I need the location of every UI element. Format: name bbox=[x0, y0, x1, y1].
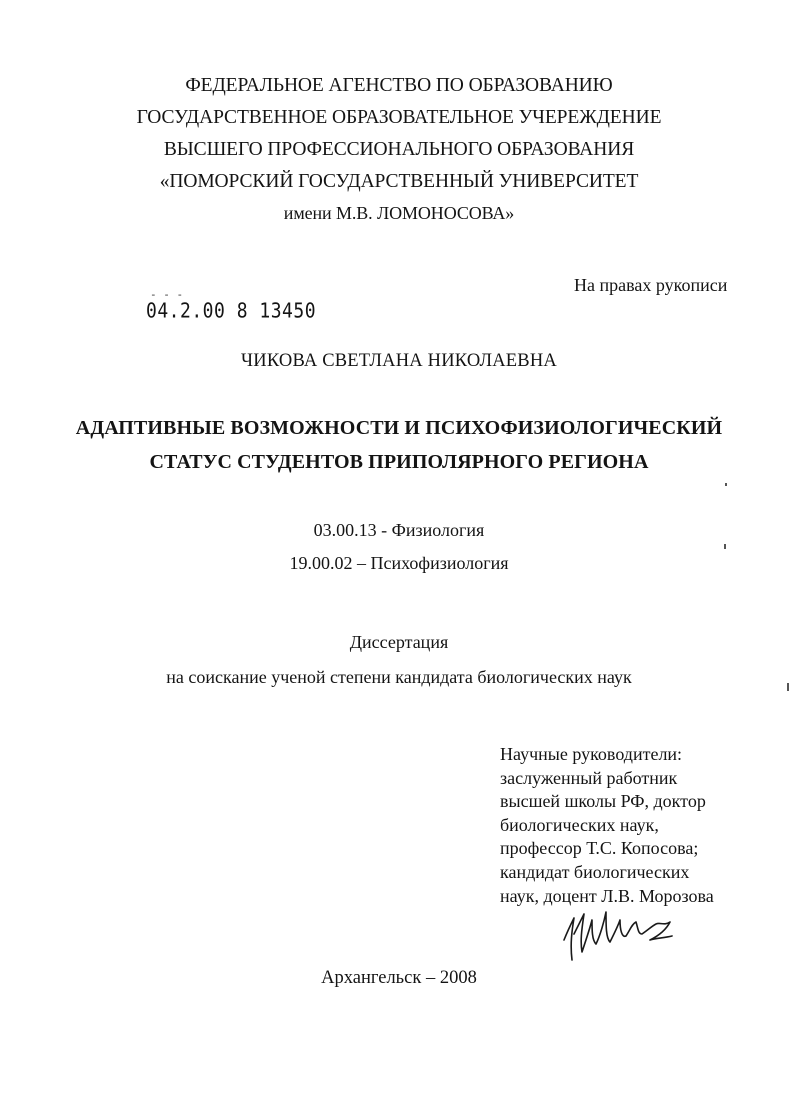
header-agency: ФЕДЕРАЛЬНОЕ АГЕНСТВО ПО ОБРАЗОВАНИЮ bbox=[185, 75, 613, 96]
advisors-line: Научные руководители: bbox=[500, 744, 683, 764]
dissertation-title-line2: СТАТУС СТУДЕНТОВ ПРИПОЛЯРНОГО РЕГИОНА bbox=[149, 451, 649, 473]
document-type: Диссертация bbox=[349, 632, 449, 652]
scan-speck bbox=[724, 544, 726, 549]
advisors-line: высшей школы РФ, доктор bbox=[500, 791, 706, 812]
specialty-psychophysiology: 19.00.02 – Психофизиология bbox=[289, 553, 509, 573]
author-name: ЧИКОВА СВЕТЛАНА НИКОЛАЕВНА bbox=[241, 351, 557, 371]
scan-speck bbox=[725, 483, 727, 486]
city-year: Архангельск – 2008 bbox=[321, 968, 477, 988]
degree-line: на соискание ученой степени кандидата биологических наук bbox=[166, 667, 632, 687]
dissertation-title-line1: АДАПТИВНЫЕ ВОЗМОЖНОСТИ И ПСИХОФИЗИОЛОГИЧЕСКИЙ bbox=[75, 417, 723, 439]
scientific-advisors bbox=[500, 743, 714, 908]
header-institution-type: ГОСУДАРСТВЕННОЕ ОБРАЗОВАТЕЛЬНОЕ УЧЕРЕЖДЕНИЕ bbox=[136, 107, 662, 128]
advisors-line: наук, доцент Л.В. Морозова bbox=[500, 885, 714, 906]
specialty-physiology: 03.00.13 - Физиология bbox=[313, 520, 485, 540]
scan-speck bbox=[787, 683, 789, 691]
handwritten-signature bbox=[558, 900, 678, 966]
header-education-level: ВЫСШЕГО ПРОФЕССИОНАЛЬНОГО ОБРАЗОВАНИЯ bbox=[163, 139, 635, 160]
advisors-line: профессор Т.С. Копосова; bbox=[500, 838, 699, 859]
header-university-honor: имени М.В. ЛОМОНОСОВА» bbox=[283, 203, 515, 223]
advisors-line: кандидат биологических bbox=[500, 861, 690, 882]
header-university-name: «ПОМОРСКИЙ ГОСУДАРСТВЕННЫЙ УНИВЕРСИТЕТ bbox=[159, 171, 639, 192]
registration-mark: ‑ ‑ ‑ bbox=[150, 288, 184, 301]
advisors-line: заслуженный работник bbox=[500, 767, 678, 788]
manuscript-rights-label: На правах рукописи bbox=[574, 275, 728, 295]
registration-number: 04.2.00 8 13450 bbox=[146, 299, 317, 324]
advisors-line: биологических наук, bbox=[500, 814, 659, 835]
